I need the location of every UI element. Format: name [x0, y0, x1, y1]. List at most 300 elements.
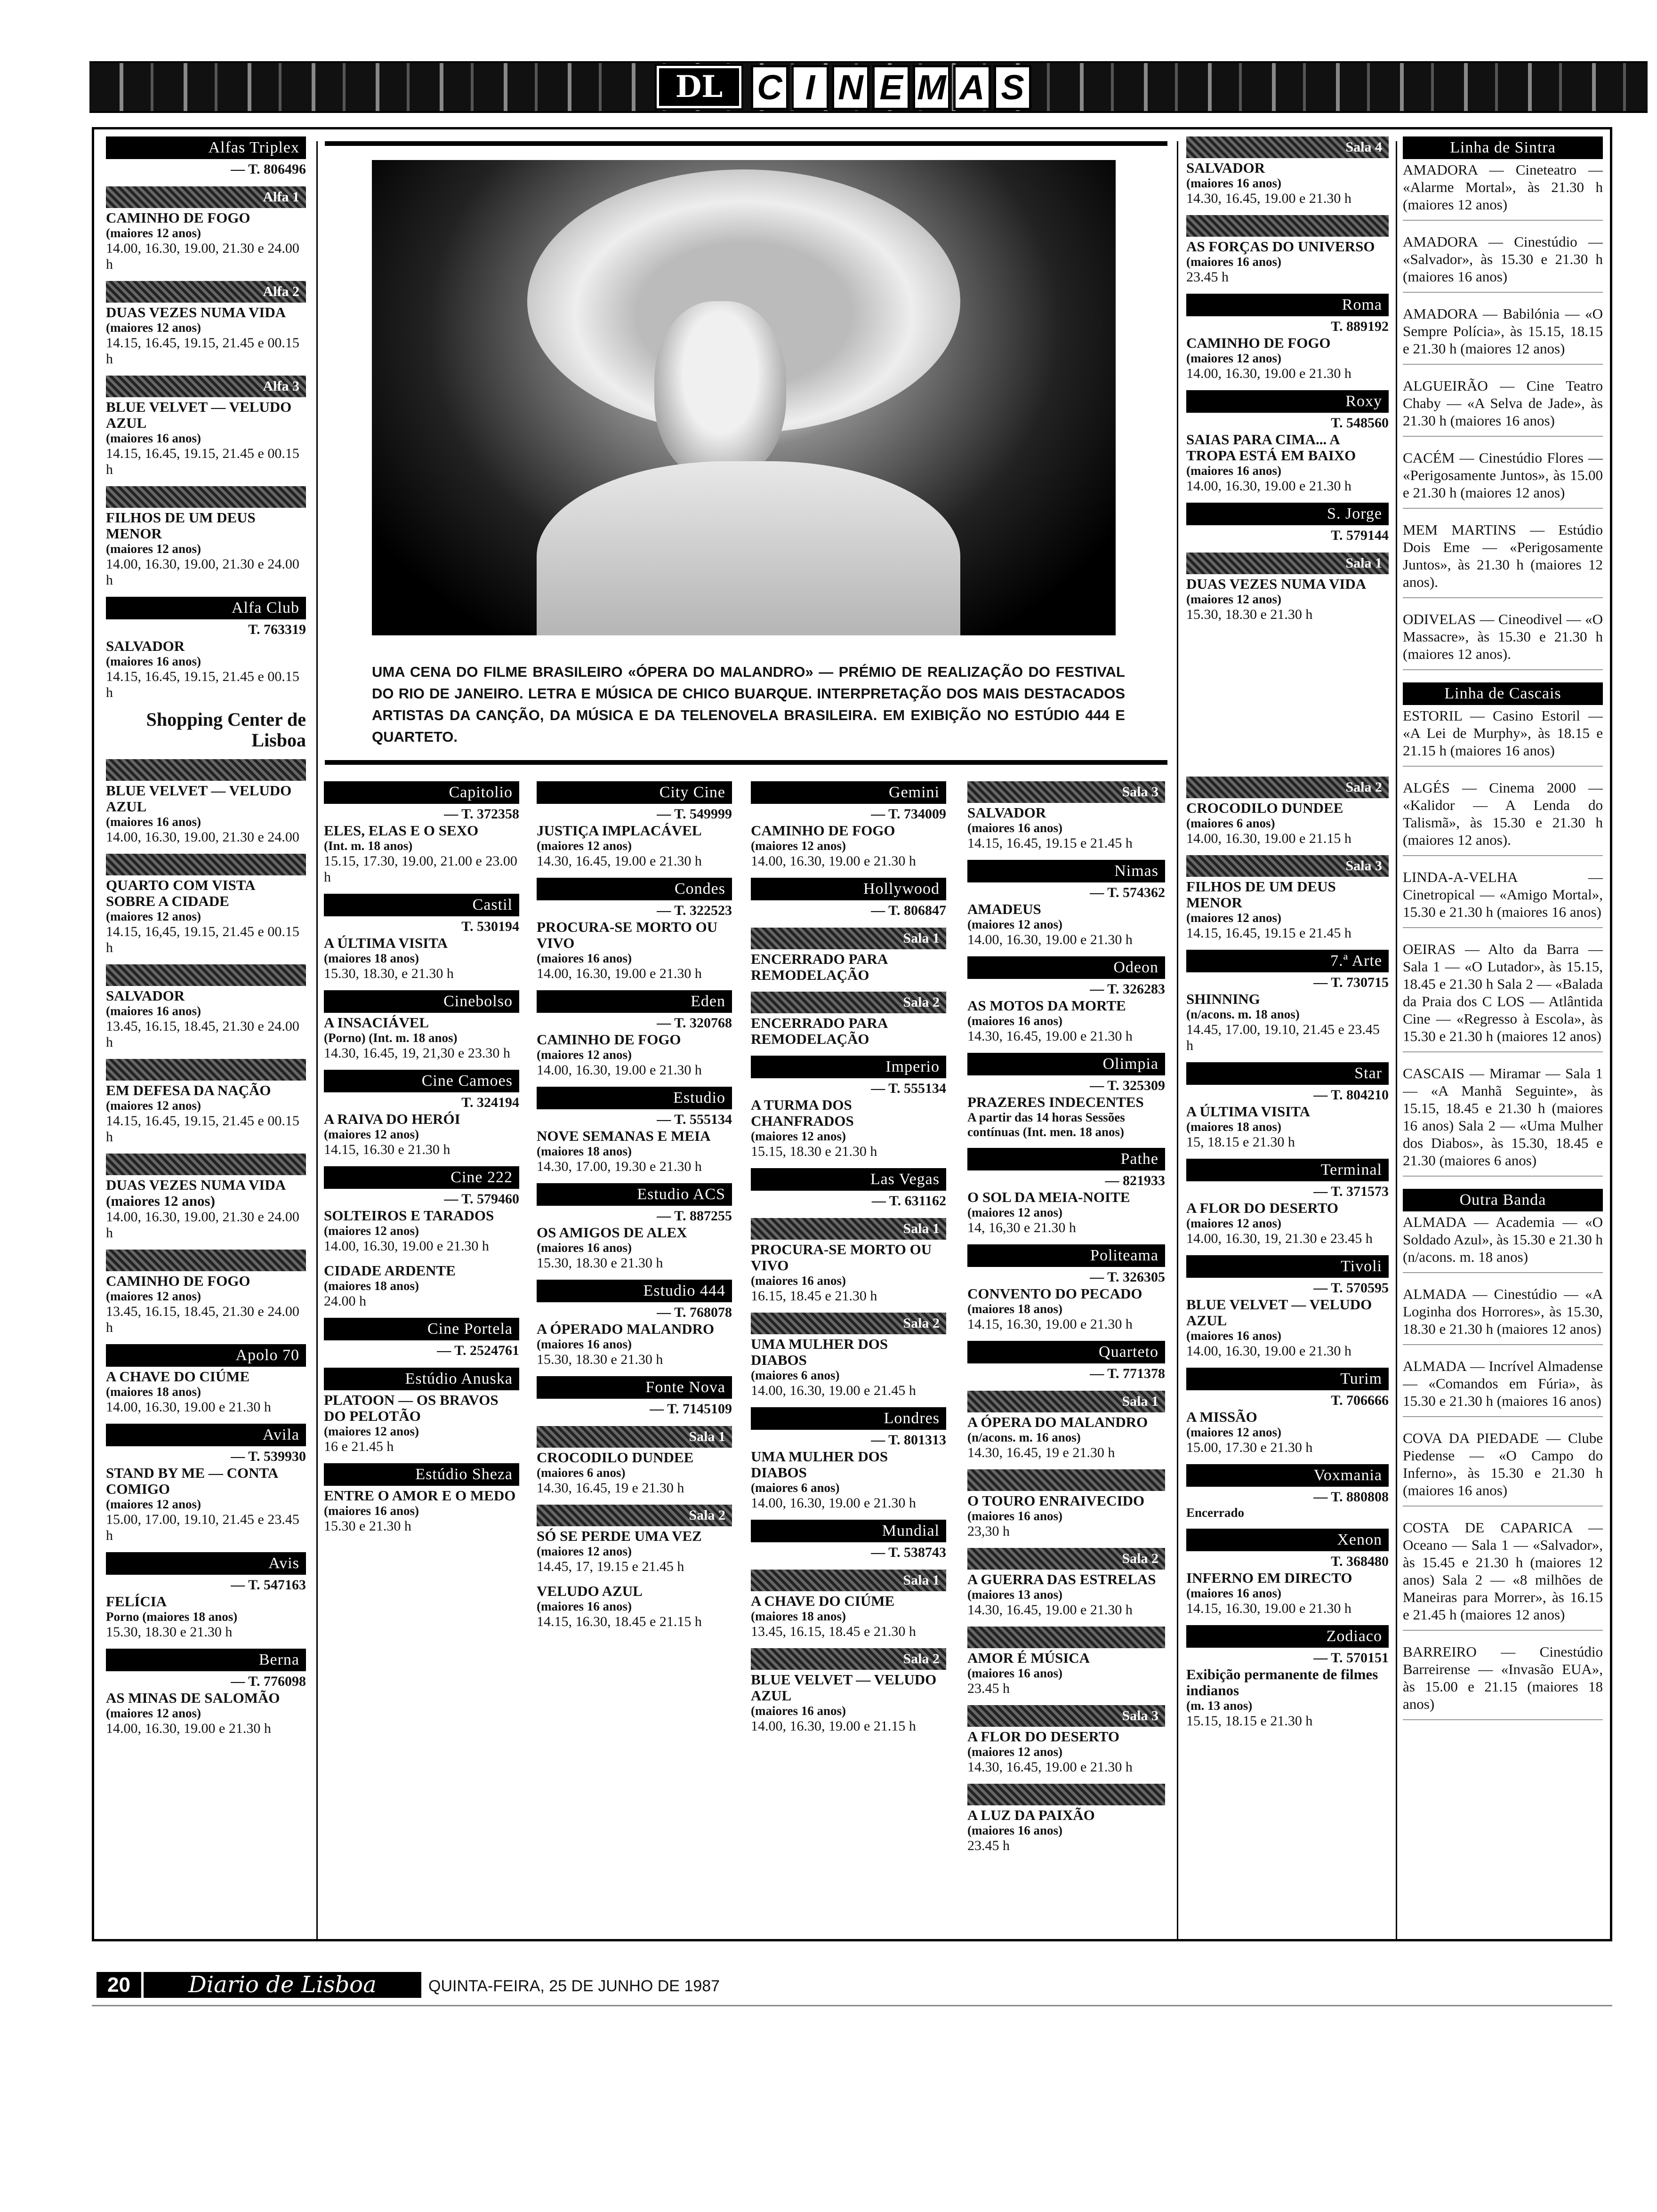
film-title: SALVADOR — [1186, 160, 1265, 176]
cinema-entry — [1186, 215, 1389, 285]
age-rating: (maiores 16 anos) — [967, 1666, 1062, 1680]
film-title: A MISSÃO — [1186, 1409, 1257, 1425]
cinema-name: Berna — [106, 1649, 306, 1671]
screen-label — [106, 964, 306, 986]
section-linha-cascais: Linha de Cascais — [1403, 682, 1603, 705]
showtimes: 14.30, 16.45, 19 e 21.30 h — [967, 1445, 1115, 1460]
cinema-name: Eden — [537, 990, 732, 1013]
age-rating: (maiores 16 anos) — [537, 951, 632, 965]
cinema-name: Fonte Nova — [537, 1376, 732, 1399]
cinema-entry — [324, 894, 519, 982]
film-title: BLUE VELVET — VELUDO AZUL — [1186, 1296, 1372, 1329]
column-rule — [316, 141, 318, 1939]
cinema-entry — [106, 1154, 306, 1241]
cinema-name: Londres — [751, 1407, 946, 1430]
film-title: NOVE SEMANAS E MEIA — [537, 1128, 711, 1144]
showtimes: 14.00, 16.30, 19.00 e 21.30 h — [324, 1238, 489, 1254]
phone-number: T. 324194 — [461, 1095, 519, 1110]
suburb-listing: OEIRAS — Alto da Barra — Sala 1 — «O Lutador», às 15.15, 18.45 e 21.30 h Sala 2 — «Balada da Praia dos C LOS — Atlântida Cine — «Regresso à Escola», às 15.30 e 21.30 h (maiores 12 anos) — [1403, 940, 1603, 1052]
cinema-entry — [537, 1183, 732, 1271]
cinema-name: Castil — [324, 894, 519, 916]
film-title: ENCERRADO PARA REMODELAÇÃO — [751, 951, 887, 983]
showtimes: 13.45, 16.15, 18.45, 21.30 e 24.00 h — [106, 1018, 299, 1050]
age-rating: (maiores 12 anos) — [537, 1048, 632, 1062]
film-title: PROCURA-SE MORTO OU VIVO — [751, 1241, 932, 1274]
showtimes: 14.00, 16.30, 19.00 e 21.30 h — [537, 1062, 702, 1078]
phone-number: T. 548560 — [1331, 415, 1389, 431]
cinema-entry — [106, 1059, 306, 1145]
cinema-name: Alfas Triplex — [106, 136, 306, 159]
phone-number: — T. 372358 — [444, 806, 519, 822]
age-rating: (maiores 12 anos) — [1186, 351, 1281, 365]
cinema-entry — [751, 1056, 946, 1160]
age-rating: (maiores 16 anos) — [537, 1241, 632, 1255]
cinema-entry — [751, 1218, 946, 1304]
cinema-name: Politeama — [967, 1244, 1165, 1267]
cinema-name: Turim — [1186, 1368, 1389, 1390]
cinema-name: Cinebolso — [324, 990, 519, 1013]
film-title: AMOR É MÚSICA — [967, 1650, 1090, 1666]
phone-number: — T. 730715 — [1313, 975, 1389, 990]
age-rating: (m. 13 anos) — [1186, 1699, 1253, 1713]
newspaper-logo: DL — [657, 66, 741, 108]
film-title: BLUE VELVET — VELUDO AZUL — [751, 1671, 937, 1704]
suburb-listing: ODIVELAS — Cineodivel — «O Massacre», às 15.30 e 21.30 h (maiores 12 anos). — [1403, 610, 1603, 670]
showtimes: 15.30 e 21.30 h — [324, 1518, 411, 1534]
cinema-entry — [1186, 1368, 1389, 1456]
title-letter: C — [751, 65, 788, 110]
phone-number: — T. 806847 — [871, 903, 946, 918]
film-title: A ÓPERADO MALANDRO — [537, 1321, 715, 1337]
showtimes: 14.15, 16.45, 19.15 e 21.45 h — [967, 835, 1133, 851]
film-title: CAMINHO DE FOGO — [751, 822, 895, 839]
phone-number: — T. 801313 — [871, 1432, 946, 1448]
cinema-name: Roma — [1186, 294, 1389, 316]
cinema-entry — [537, 1087, 732, 1175]
screen-label: Sala 3 — [967, 781, 1165, 803]
cinema-entry — [1186, 1625, 1389, 1729]
screen-label: Alfa 1 — [106, 186, 306, 208]
cinema-entry — [537, 878, 732, 982]
phone-number: — T. 579460 — [444, 1191, 519, 1207]
showtimes: 14.30, 16.45, 19.00 e 21.30 h — [537, 853, 702, 869]
cinema-entry — [106, 597, 306, 701]
age-rating: (Porno) (Int. m. 18 anos) — [324, 1031, 458, 1045]
phone-number: — T. 538743 — [871, 1545, 946, 1560]
age-rating: (maiores 12 anos) — [537, 839, 632, 853]
film-title: A ÚLTIMA VISITA — [324, 935, 448, 951]
cinema-entry — [967, 1627, 1165, 1697]
age-rating: (maiores 16 anos) — [967, 1823, 1062, 1837]
cinema-entry — [751, 1648, 946, 1734]
cinema-name: Odeon — [967, 956, 1165, 979]
issue-date: QUINTA-FEIRA, 25 DE JUNHO DE 1987 — [428, 1977, 720, 1995]
suburb-listing: ALMADA — Incrível Almadense — «Comandos em Fúria», às 15.30 e 21.30 h (maiores 16 anos) — [1403, 1357, 1603, 1417]
cinema-entry — [106, 136, 306, 178]
film-title: SÓ SE PERDE UMA VEZ — [537, 1528, 702, 1544]
cinema-name: Estudio 444 — [537, 1280, 732, 1302]
cinema-name: Condes — [537, 878, 732, 900]
phone-number: T. 706666 — [1331, 1393, 1389, 1408]
section-linha-sintra: Linha de Sintra — [1403, 136, 1603, 159]
showtimes: 14.30, 16.45, 19.00 e 21.30 h — [967, 1028, 1133, 1044]
cinema-entry — [324, 1463, 519, 1534]
film-title: CROCODILO DUNDEE — [1186, 800, 1343, 816]
showtimes: 23,30 h — [967, 1523, 1010, 1539]
film-title: CAMINHO DE FOGO — [106, 209, 250, 226]
phone-number: — T. 570151 — [1313, 1650, 1389, 1666]
phone-number: — T. 574362 — [1090, 885, 1165, 900]
film-title: A FLOR DO DESERTO — [1186, 1200, 1339, 1216]
showtimes: 15.15, 18.15 e 21.30 h — [1186, 1713, 1313, 1729]
phone-number: — T. 7145109 — [650, 1401, 732, 1417]
phone-number: — T. 806496 — [231, 161, 306, 177]
cinema-name: Roxy — [1186, 390, 1389, 413]
screen-label: Sala 1 — [751, 928, 946, 949]
cinema-entry — [1186, 553, 1389, 623]
phone-number: — T. 326305 — [1090, 1269, 1165, 1285]
cinema-entry — [324, 1318, 519, 1359]
film-title: STAND BY ME — CONTA COMIGO — [106, 1465, 278, 1497]
showtimes: 14.45, 17, 19.15 e 21.45 h — [537, 1559, 684, 1574]
cinema-entry — [537, 781, 732, 869]
cinema-entry — [1186, 503, 1389, 544]
age-rating: (maiores 13 anos) — [967, 1587, 1062, 1602]
cinema-name: Apolo 70 — [106, 1344, 306, 1367]
age-rating: (maiores 18 anos) — [324, 951, 419, 965]
phone-number: T. 530194 — [461, 919, 519, 934]
showtimes: 15.00, 17.30 e 21.30 h — [1186, 1440, 1313, 1455]
phone-number: — T. 570595 — [1313, 1280, 1389, 1296]
film-title: FELÍCIA — [106, 1593, 167, 1610]
suburb-listing: ALMADA — Academia — «O Soldado Azul», às 15.30 e 21.30 h (n/acons. m. 18 anos) — [1403, 1213, 1603, 1273]
screen-label — [106, 759, 306, 781]
film-title: VELUDO AZUL — [537, 1583, 643, 1599]
cinema-entry — [106, 1552, 306, 1640]
cinema-entry — [324, 1368, 519, 1455]
film-title: CAMINHO DE FOGO — [106, 1273, 250, 1289]
cinema-entry — [1186, 777, 1389, 847]
screen-label: Sala 1 — [537, 1426, 732, 1448]
showtimes: 14.15, 16.45, 19.15 e 21.45 h — [1186, 925, 1351, 941]
age-rating: A partir das 14 horas Sessões contínuas (Int. men. 18 anos) — [967, 1110, 1125, 1139]
title-letter: S — [994, 65, 1031, 110]
photo-top-rule — [325, 141, 1167, 146]
film-title: INFERNO EM DIRECTO — [1186, 1570, 1352, 1586]
age-rating: (maiores 12 anos) — [967, 917, 1062, 931]
column-lisboa-c — [324, 777, 519, 1939]
showtimes: 14.15, 16.30 e 21.30 h — [324, 1142, 450, 1157]
column-lisboa-a — [106, 132, 306, 1930]
cinema-entry — [967, 1244, 1165, 1332]
cinema-name: Voxmania — [1186, 1464, 1389, 1487]
cinema-entry — [751, 928, 946, 983]
film-title: A LUZ DA PAIXÃO — [967, 1807, 1095, 1823]
screen-label: Sala 2 — [751, 1313, 946, 1334]
phone-number: — T. 549999 — [657, 806, 732, 822]
suburb-listing: AMADORA — Cinestúdio — «Salvador», às 15.30 e 21.30 h (maiores 16 anos) — [1403, 233, 1603, 293]
film-title: ENCERRADO PARA REMODELAÇÃO — [751, 1015, 887, 1047]
age-rating: (maiores 12 anos) — [106, 542, 201, 556]
showtimes: 14.00, 16.30, 19.00 e 21.30 h — [967, 932, 1133, 947]
screen-label — [967, 1784, 1165, 1805]
cinema-name: 7.ª Arte — [1186, 950, 1389, 972]
film-title: UMA MULHER DOS DIABOS — [751, 1336, 888, 1368]
cinema-name: Las Vegas — [751, 1168, 946, 1191]
showtimes: 15, 18.15 e 21.30 h — [1186, 1134, 1295, 1150]
film-title: SHINNING — [1186, 991, 1260, 1007]
cinema-name: Capitolio — [324, 781, 519, 804]
age-rating: (maiores 12 anos) — [106, 1098, 201, 1113]
cinema-entry — [967, 956, 1165, 1044]
cinema-entry — [106, 186, 306, 272]
showtimes: 14.30, 16.45, 19, 21,30 e 23.30 h — [324, 1045, 510, 1061]
film-title: UMA MULHER DOS DIABOS — [751, 1448, 888, 1481]
showtimes: 14.00, 16.30, 19.00 e 21.30 h — [537, 966, 702, 981]
banda-listings — [1403, 1213, 1603, 1720]
cinema-name: Terminal — [1186, 1159, 1389, 1181]
cinema-entry — [751, 781, 946, 869]
cinema-entry — [967, 1148, 1165, 1236]
phone-number: — T. 547163 — [231, 1577, 306, 1593]
showtimes: 14.15, 16.45, 19.15, 21.45 e 00.15 h — [106, 669, 299, 700]
cinema-name: Cine 222 — [324, 1166, 519, 1189]
screen-label: Sala 1 — [1186, 553, 1389, 574]
film-title: SAIAS PARA CIMA... A TROPA ESTÁ EM BAIXO — [1186, 431, 1356, 464]
film-title: O SOL DA MEIA-NOITE — [967, 1189, 1130, 1205]
showtimes: 23.45 h — [967, 1681, 1010, 1696]
age-rating: (maiores 16 anos) — [1186, 1329, 1281, 1343]
phone-number: — T. 555134 — [657, 1112, 732, 1127]
phone-number: T. 889192 — [1331, 319, 1389, 334]
cinema-name: Star — [1186, 1062, 1389, 1085]
cinema-name: Cine Camoes — [324, 1070, 519, 1092]
showtimes: 15.30, 18.30 e 21.30 h — [537, 1255, 663, 1271]
phone-number: — T. 776098 — [231, 1674, 306, 1689]
phone-number: — T. 887255 — [657, 1208, 732, 1224]
film-title: DUAS VEZES NUMA VIDA (maiores 12 anos) — [106, 1177, 285, 1209]
phone-number: — T. 539930 — [231, 1449, 306, 1464]
showtimes: 24.00 h — [324, 1293, 366, 1309]
cinema-entry — [1186, 1529, 1389, 1617]
cinema-name: Olimpia — [967, 1053, 1165, 1075]
showtimes: 14.30, 16.45, 19.00 e 21.30 h — [967, 1602, 1133, 1618]
age-rating: (maiores 12 anos) — [324, 1127, 419, 1141]
cinema-name: Quarteto — [967, 1341, 1165, 1363]
suburb-listing: CASCAIS — Miramar — Sala 1 — «A Manhã Seguinte», às 15.15, 18.45 e 21.30 h (maiores 16 anos) Sala 2 — «Uma Mulher dos Diabos», às 15.30, 18.45 e 21.30 (maiores 6 anos) — [1403, 1065, 1603, 1177]
footer-masthead: Diario de Lisboa — [144, 1972, 421, 1998]
phone-number: — T. 734009 — [871, 806, 946, 822]
cinema-entry — [537, 990, 732, 1078]
cinema-name: Alfa Club — [106, 597, 306, 619]
age-rating: (maiores 12 anos) — [967, 1205, 1062, 1219]
phone-number: — T. 320768 — [657, 1015, 732, 1031]
showtimes: 14.00, 16.30, 19.00 e 21.30 h — [1186, 478, 1351, 494]
cinema-entry — [1186, 136, 1389, 207]
phone-number: — T. 326283 — [1090, 981, 1165, 997]
age-rating: (maiores 16 anos) — [537, 1599, 632, 1613]
age-rating: (maiores 12 anos) — [1186, 1425, 1281, 1439]
cinema-entry — [324, 1070, 519, 1158]
screen-label: Alfa 2 — [106, 281, 306, 303]
column-lisboa-r — [1186, 132, 1389, 762]
showtimes: 14.15, 16.45, 19.15, 21.45 e 00.15 h — [106, 335, 299, 367]
column-suburbs — [1403, 132, 1603, 1930]
title-letter: E — [872, 65, 910, 110]
film-title: A ÚLTIMA VISITA — [1186, 1103, 1311, 1120]
screen-label: Sala 2 — [1186, 777, 1389, 798]
film-title: A CHAVE DO CIÚME — [106, 1368, 250, 1385]
showtimes: 14, 16,30 e 21.30 h — [967, 1220, 1076, 1235]
cinema-name: Xenon — [1186, 1529, 1389, 1551]
phone-number: — 821933 — [1105, 1173, 1165, 1188]
phone-number: — T. 768078 — [657, 1305, 732, 1320]
phone-number: — T. 2524761 — [437, 1343, 519, 1358]
showtimes: 16.15, 18.45 e 21.30 h — [751, 1288, 877, 1304]
cinema-entry — [967, 1053, 1165, 1139]
age-rating: (maiores 12 anos) — [751, 839, 846, 853]
column-lisboa-s — [1186, 772, 1389, 1934]
cinema-entry — [1186, 390, 1389, 494]
film-title: A INSACIÁVEL — [324, 1014, 429, 1031]
film-title: AS MOTOS DA MORTE — [967, 997, 1126, 1014]
film-title: JUSTIÇA IMPLACÁVEL — [537, 822, 702, 839]
film-title: SALVADOR — [106, 987, 185, 1004]
cinema-entry — [1186, 950, 1389, 1054]
cinema-name: Pathe — [967, 1148, 1165, 1170]
age-rating: (maiores 16 anos) — [1186, 1586, 1281, 1600]
cinema-entry — [106, 1649, 306, 1737]
film-title: SOLTEIROS E TARADOS — [324, 1207, 494, 1224]
film-title: Exibição permanente de filmes indianos — [1186, 1666, 1378, 1699]
film-title: ELES, ELAS E O SEXO — [324, 822, 479, 839]
showtimes: 14.00, 16.30, 19.00, 21.30 e 24.00 h — [106, 1209, 299, 1241]
age-rating: (maiores 6 anos) — [751, 1481, 840, 1495]
cinema-name: Mundial — [751, 1520, 946, 1542]
showtimes: 14.15, 16,45, 19.15, 21.45 e 00.15 h — [106, 924, 299, 955]
age-rating: (maiores 12 anos) — [106, 321, 201, 335]
screen-label — [106, 1059, 306, 1081]
suburb-listing: BARREIRO — Cinestúdio Barreirense — «Invasão EUA», às 15.00 e 21.15 (maiores 18 anos) — [1403, 1643, 1603, 1720]
cinema-entry — [537, 1505, 732, 1575]
age-rating: (maiores 18 anos) — [537, 1144, 632, 1158]
age-rating: (maiores 16 anos) — [106, 654, 201, 668]
cinema-entry — [106, 759, 306, 845]
age-rating: Encerrado — [1186, 1506, 1244, 1520]
age-rating: (maiores 16 anos) — [967, 1509, 1062, 1523]
screen-label — [106, 1250, 306, 1271]
age-rating: (maiores 12 anos) — [106, 226, 201, 240]
film-title: CAMINHO DE FOGO — [537, 1031, 681, 1048]
title-letter: N — [832, 65, 869, 110]
screen-label — [1186, 215, 1389, 237]
screen-label: Sala 2 — [751, 1648, 946, 1670]
cinema-entry — [751, 1168, 946, 1210]
cinema-entry — [1186, 1255, 1389, 1359]
film-title: SALVADOR — [106, 638, 185, 654]
showtimes: 14.00, 16.30, 19.00 e 21.15 h — [751, 1718, 916, 1734]
age-rating: (maiores 16 anos) — [751, 1274, 846, 1288]
cinema-entry — [324, 1166, 519, 1254]
showtimes: 14.15, 16.30, 19.00 e 21.30 h — [1186, 1601, 1351, 1616]
age-rating: (maiores 16 anos) — [537, 1337, 632, 1351]
film-title: QUARTO COM VISTA SOBRE A CIDADE — [106, 877, 255, 909]
cinema-name: S. Jorge — [1186, 503, 1389, 525]
cinema-name: Estudio — [537, 1087, 732, 1109]
film-title: OS AMIGOS DE ALEX — [537, 1224, 687, 1241]
cinema-entry — [106, 281, 306, 367]
cinema-entry — [537, 1583, 732, 1630]
cinema-entry — [324, 781, 519, 885]
showtimes: 16 e 21.45 h — [324, 1439, 394, 1454]
cinema-name: Hollywood — [751, 878, 946, 900]
age-rating: (n/acons. m. 18 anos) — [1186, 1007, 1300, 1021]
title-letter: A — [953, 65, 991, 110]
cinema-name: Tivoli — [1186, 1255, 1389, 1278]
age-rating: (maiores 16 anos) — [1186, 176, 1281, 190]
age-rating: (maiores 16 anos) — [106, 431, 201, 445]
showtimes: 14.45, 17.00, 19.10, 21.45 e 23.45 h — [1186, 1022, 1380, 1053]
film-title: AMADEUS — [967, 901, 1041, 917]
cinema-entry — [537, 1426, 732, 1496]
film-title: AS FORÇAS DO UNIVERSO — [1186, 238, 1375, 255]
cinema-entry — [106, 854, 306, 956]
cinema-entry — [1186, 1464, 1389, 1520]
suburb-listing: MEM MARTINS — Estúdio Dois Eme — «Perigosamente Juntos», às 21.30 h (maiores 12 anos). — [1403, 521, 1603, 598]
film-title: ENTRE O AMOR E O MEDO — [324, 1487, 516, 1504]
cinema-name: Estudio ACS — [537, 1183, 732, 1206]
film-title: CIDADE ARDENTE — [324, 1262, 456, 1279]
age-rating: (maiores 12 anos) — [106, 1497, 201, 1511]
cinema-name: Nimas — [967, 860, 1165, 882]
age-rating: (maiores 12 anos) — [967, 1745, 1062, 1759]
screen-label — [967, 1627, 1165, 1648]
page-number: 20 — [97, 1972, 141, 1998]
showtimes: 23.45 h — [967, 1838, 1010, 1853]
cinema-entry — [751, 1520, 946, 1561]
cinema-entry — [537, 1280, 732, 1368]
age-rating: (maiores 12 anos) — [324, 1224, 419, 1238]
age-rating: (maiores 18 anos) — [324, 1279, 419, 1293]
showtimes: 13.45, 16.15, 18.45 e 21.30 h — [751, 1624, 916, 1639]
showtimes: 14.15, 16.30, 19.00 e 21.30 h — [967, 1316, 1133, 1332]
showtimes: 14.00, 16.30, 19.00, 21.30 e 24.00 — [106, 829, 299, 845]
screen-label: Alfa 3 — [106, 376, 306, 397]
footer-rule — [92, 2005, 1612, 2006]
film-title: A GUERRA DAS ESTRELAS — [967, 1571, 1156, 1587]
showtimes: 14.00, 16.30, 19.00 e 21.30 h — [106, 1399, 271, 1415]
phone-number: — T. 325309 — [1090, 1078, 1165, 1093]
title-letter: I — [791, 65, 829, 110]
screen-label: Sala 2 — [537, 1505, 732, 1526]
cinema-entry — [1186, 294, 1389, 382]
cinema-name: Gemini — [751, 781, 946, 804]
cascais-listings — [1403, 707, 1603, 1177]
screen-label: Sala 1 — [751, 1218, 946, 1240]
phone-number: — T. 371573 — [1313, 1184, 1389, 1199]
age-rating: (maiores 16 anos) — [967, 821, 1062, 835]
cinema-entry — [967, 1391, 1165, 1461]
showtimes: 15.15, 17.30, 19.00, 21.00 e 23.00 h — [324, 853, 517, 885]
column-lisboa-e — [537, 777, 732, 1939]
showtimes: 14.00, 16.30, 19.00 e 21.30 h — [751, 853, 916, 869]
photo-bottom-rule — [325, 760, 1167, 765]
showtimes: 14.00, 16.30, 19.00 e 21.30 h — [106, 1721, 271, 1736]
age-rating: (maiores 18 anos) — [1186, 1120, 1281, 1134]
age-rating: (maiores 12 anos) — [751, 1129, 846, 1143]
showtimes: 15.30, 18.30 e 21.30 h — [537, 1352, 663, 1367]
section-title — [751, 65, 1031, 110]
